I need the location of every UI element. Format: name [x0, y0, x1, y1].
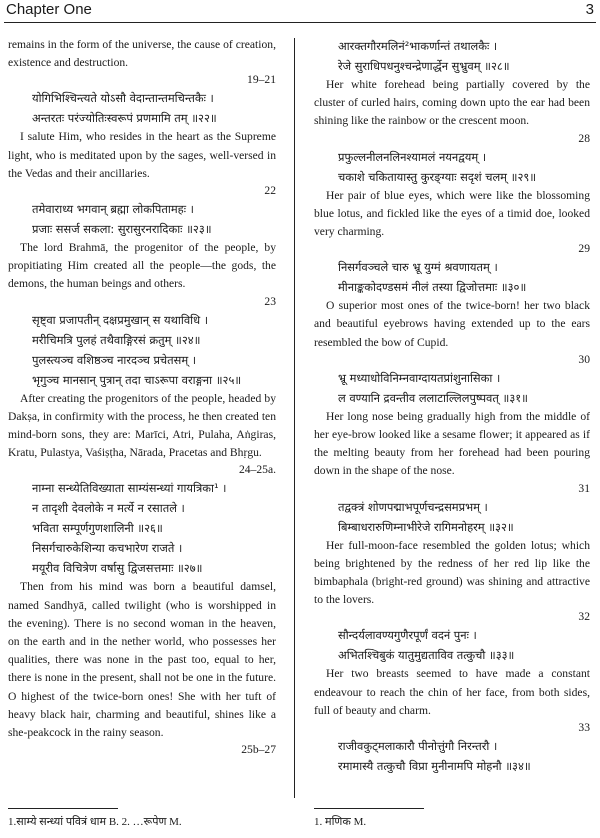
chapter-title: Chapter One [6, 1, 92, 18]
verse-reference: 32 [578, 610, 590, 624]
sanskrit-verse-line: निसर्गचारुकेशिन्या कचभारेण राजते । [32, 541, 183, 556]
translation-paragraph: The lord Brahmā, the progenitor of the people, by propitiating Him created all the people—the gods, the demons, the human beings and others. [8, 241, 276, 291]
translation-paragraph: Her pair of blue eyes, which were like the blossoming blue lotus, and fickled like the eyes of a timid doe, looked very charming. [314, 188, 590, 239]
footnote-rule-left [8, 808, 118, 809]
sanskrit-verse-line: मीनाङ्ककोदण्डसमं नीलं तस्या द्विजोत्तमाः ॥३०॥ [338, 280, 527, 295]
sanskrit-verse-line: सौन्दर्यलावण्यगुणैरपूर्णं वदनं पुनः । [338, 628, 477, 643]
footnote-right: 1. मणिक M. [314, 816, 367, 828]
translation-paragraph: I salute Him, who resides in the heart as the Supreme light, who is meditated upon by the sages, well-versed in the Vedas and their ancillaries. [8, 130, 276, 180]
left-column [8, 36, 276, 758]
verse-reference: 29 [578, 242, 590, 256]
sanskrit-verse-line: राजीवकुट्मलाकारौ पीनोत्तुंगौ निरन्तरौ । [338, 739, 498, 754]
verse-reference: 23 [264, 294, 276, 308]
sanskrit-verse-line: अन्तरतः परंज्योतिःस्वरूपं प्रणमामि तम् ॥२२॥ [32, 111, 217, 126]
sanskrit-verse-line: तद्वक्त्रं शोणपद्माभपूर्णचन्द्रसमप्रभम् । [338, 499, 488, 514]
sanskrit-verse-line: आरक्तगौरमलिनं²भाकर्णान्तं तथालकैः । [338, 39, 498, 53]
verse-reference: 24–25a. [238, 463, 276, 477]
sanskrit-verse-line: न तादृशी देवलोके न मर्त्ये न रसातले । [32, 501, 185, 516]
sanskrit-verse-line: पुलस्त्यञ्च वशिष्ठञ्च नारदञ्च प्रचेतसम् । [32, 352, 197, 367]
right-column [314, 36, 590, 776]
translation-paragraph: Her two breasts seemed to have made a constant endeavour to reach the chin of her face, from both sides, full of beauty and charm. [314, 667, 590, 717]
sanskrit-verse-line: भृगुञ्च मानसान् पुत्रान् तदा चाऽरूपा वराङ्गना ॥२५॥ [32, 372, 242, 387]
translation-paragraph: Her white forehead being partially covered by the cluster of curled hairs, coming down upto the ear had been shining like the rainbow or the crescent moon. [314, 78, 590, 128]
sanskrit-verse-line: प्रजाः ससर्ज सकला: सुरासुरनरादिकाः ॥२३॥ [32, 222, 212, 237]
sanskrit-verse-line: रमामास्यै तत्कुचौ विप्रा मुनीनामपि मोहनौ ॥३४॥ [338, 759, 531, 774]
sanskrit-verse-line: चकाशे चकितायास्तु कुरङ्ग्याः सदृशं चलम् ॥२९॥ [338, 169, 537, 184]
sanskrit-verse-line: योगिभिश्चिन्त्यते योऽसौ वेदान्तान्तमचिन्तकैः । [32, 91, 214, 106]
translation-paragraph: Her full-moon-face resembled the golden lotus; which being brightened by the redness of her red lip like the bimbaphala (bright-red ground) was shining and attractive to the lovers. [314, 538, 590, 607]
translation-paragraph: O superior most ones of the twice-born! her two black and beautiful eyebrows having extended up to the ears resembled the bow of Cupid. [314, 299, 590, 349]
sanskrit-verse-line: मरीचिमत्रि पुलहं तथैवाङ्गिरसं क्रतुम् ॥२४॥ [32, 332, 201, 347]
sanskrit-verse-line: नाम्ना सन्ध्येतिविख्याता साम्यंसन्ध्यां गायत्रिका¹ । [32, 481, 227, 496]
sanskrit-verse-line: निसर्गवञ्चले चारु भ्रू युग्मं श्रवणायतम् । [338, 260, 498, 275]
column-divider [294, 38, 295, 798]
verse-reference: 19–21 [247, 73, 276, 87]
page-number: 3 [585, 1, 594, 18]
verse-reference: 31 [578, 481, 590, 495]
sanskrit-verse-line: मयूरीव विचित्रेण वर्षासु द्विजसत्तमाः ॥२७॥ [32, 561, 203, 576]
translation-paragraph: Her long nose being gradually high from the middle of her eye-brow looked like a sesame flower; it appeared as if the melting beauty from her forehead had been pouring down in the shape of the nose. [314, 409, 590, 478]
sanskrit-verse-line: भ्रू मध्याधोविनिम्नवाग्दायतप्रांशुनासिका । [338, 370, 501, 385]
verse-reference: 30 [578, 352, 590, 366]
translation-paragraph: remains in the form of the universe, the cause of creation, existence and destruction. [8, 38, 276, 70]
translation-paragraph: After creating the progenitors of the people, headed by Dakṣa, in confirmity with the process, he then created ten mind-born sons, they are: Marīci, Atri, Pulaha, Aṅgiras, Kratu, Pulastya, Vaśiṣṭha, Nārada, Pracetas and Bhṛgu. [8, 391, 276, 460]
sanskrit-verse-line: प्रफुल्लनीलनलिनश्यामलं नयनद्वयम् । [338, 149, 487, 164]
sanskrit-verse-line: रेजे सुराधिपधनुश्चन्द्रेणार्द्धेन सुभ्रुवम् ॥२८॥ [338, 59, 510, 73]
verse-reference: 28 [578, 131, 590, 145]
header-rule [4, 22, 596, 23]
sanskrit-verse-line: तमेवाराध्य भगवान् ब्रह्मा लोकपितामहः । [32, 202, 194, 217]
footnote-rule-right [314, 808, 424, 809]
sanskrit-verse-line: बिम्बाधरारुणिम्नाभीरेजे रागिमनोहरम् ॥३२॥ [338, 519, 514, 534]
verse-reference: 25b–27 [241, 743, 276, 757]
sanskrit-verse-line: भविता सम्पूर्णगुणशालिनी ॥२६॥ [32, 521, 163, 536]
sanskrit-verse-line: सृष्ट्वा प्रजापतीन् दक्षप्रमुखान् स यथाविधि । [32, 312, 209, 327]
footnote-left: 1.साम्ये सन्ध्यां पवित्रं धाम B. 2. …रूपेण M. [8, 816, 182, 828]
sanskrit-verse-line: ल वण्यानि द्रवन्तीव ललाटाल्लिलपुष्पवत् ॥३१॥ [338, 390, 528, 405]
sanskrit-verse-line: अभितश्चिबुकं यातुमुद्यताविव तत्कुचौ ॥३३॥ [338, 648, 515, 663]
translation-paragraph: Then from his mind was born a beautiful damsel, named Sandhyā, called twilight (who is worshipped in the evening). There is no second woman in the heaven, on the earth and in the nether world, who possesses her qualities, there was none in the past too, equal to her, there is none in the present, shall not be one in the future. O highest of the twice-born ones! She with her tuft of heavy black hair, charming and beautiful, shines like a she-peakcock in the rainy season. [8, 580, 276, 740]
verse-reference: 22 [264, 184, 276, 198]
running-header [0, 0, 600, 20]
verse-reference: 33 [578, 721, 590, 735]
